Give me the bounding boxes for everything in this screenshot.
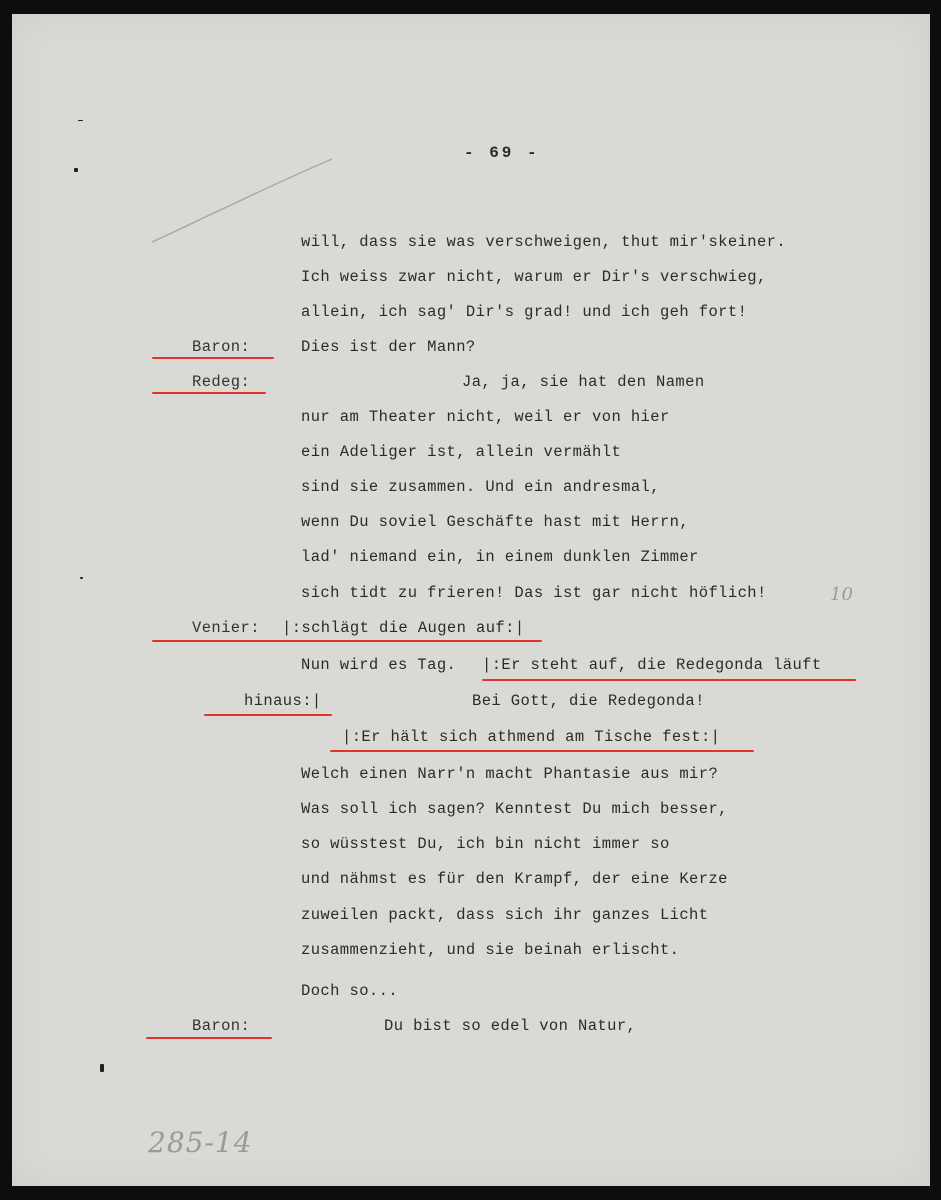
paper-speck xyxy=(78,120,83,121)
text-line-18: zuweilen packt, dass sich ihr ganzes Licht xyxy=(301,906,709,924)
paper-speck xyxy=(80,577,83,579)
speaker-baron: Baron: xyxy=(192,338,251,356)
red-underline xyxy=(146,1037,272,1039)
text-line-13: Bei Gott, die Redegonda! xyxy=(472,692,705,710)
page-number: - 69 - xyxy=(464,144,540,162)
archive-stamp: 285-14 xyxy=(148,1126,253,1159)
stage-direction-2-end: hinaus:| xyxy=(244,692,322,710)
margin-note: 10 xyxy=(830,584,853,605)
stage-direction-3: |:Er hält sich athmend am Tische fest:| xyxy=(342,728,721,746)
text-line-8: sind sie zusammen. Und ein andresmal, xyxy=(301,478,660,496)
text-line-16: so wüsstest Du, ich bin nicht immer so xyxy=(301,835,670,853)
text-line-1: will, dass sie was verschweigen, thut mir'skeiner. xyxy=(301,233,787,251)
red-underline xyxy=(204,714,332,716)
text-line-21: Du bist so edel von Natur, xyxy=(384,1017,637,1035)
text-line-10: lad' niemand ein, in einem dunklen Zimmer xyxy=(301,548,699,566)
red-underline xyxy=(152,357,274,359)
text-line-3: allein, ich sag' Dir's grad! und ich geh fort! xyxy=(301,303,748,321)
stage-direction-2: |:Er steht auf, die Redegonda läuft xyxy=(482,656,822,674)
red-underline xyxy=(482,679,856,681)
speaker-redeg: Redeg: xyxy=(192,373,251,391)
text-line-14: Welch einen Narr'n macht Phantasie aus mir? xyxy=(301,765,719,783)
red-underline xyxy=(152,640,542,642)
speaker-venier: Venier: xyxy=(192,619,260,637)
text-line-7: ein Adeliger ist, allein vermählt xyxy=(301,443,622,461)
document-page xyxy=(12,14,930,1186)
text-line-5: Ja, ja, sie hat den Namen xyxy=(462,373,705,391)
text-line-19: zusammenzieht, und sie beinah erlischt. xyxy=(301,941,680,959)
text-line-17: und nähmst es für den Krampf, der eine Kerze xyxy=(301,870,728,888)
text-line-6: nur am Theater nicht, weil er von hier xyxy=(301,408,670,426)
red-underline xyxy=(330,750,754,752)
speaker-baron: Baron: xyxy=(192,1017,251,1035)
text-line-20: Doch so... xyxy=(301,982,399,1000)
text-line-12: Nun wird es Tag. xyxy=(301,656,457,674)
text-line-9: wenn Du soviel Geschäfte hast mit Herrn, xyxy=(301,513,690,531)
text-line-11: sich tidt zu frieren! Das ist gar nicht höflich! xyxy=(301,584,767,602)
red-underline xyxy=(152,392,266,394)
paper-speck xyxy=(74,168,78,172)
text-line-15: Was soll ich sagen? Kenntest Du mich besser, xyxy=(301,800,728,818)
text-line-2: Ich weiss zwar nicht, warum er Dir's verschwieg, xyxy=(301,268,767,286)
stage-direction-1: |:schlägt die Augen auf:| xyxy=(282,619,525,637)
text-line-4: Dies ist der Mann? xyxy=(301,338,476,356)
paper-speck xyxy=(100,1064,104,1072)
